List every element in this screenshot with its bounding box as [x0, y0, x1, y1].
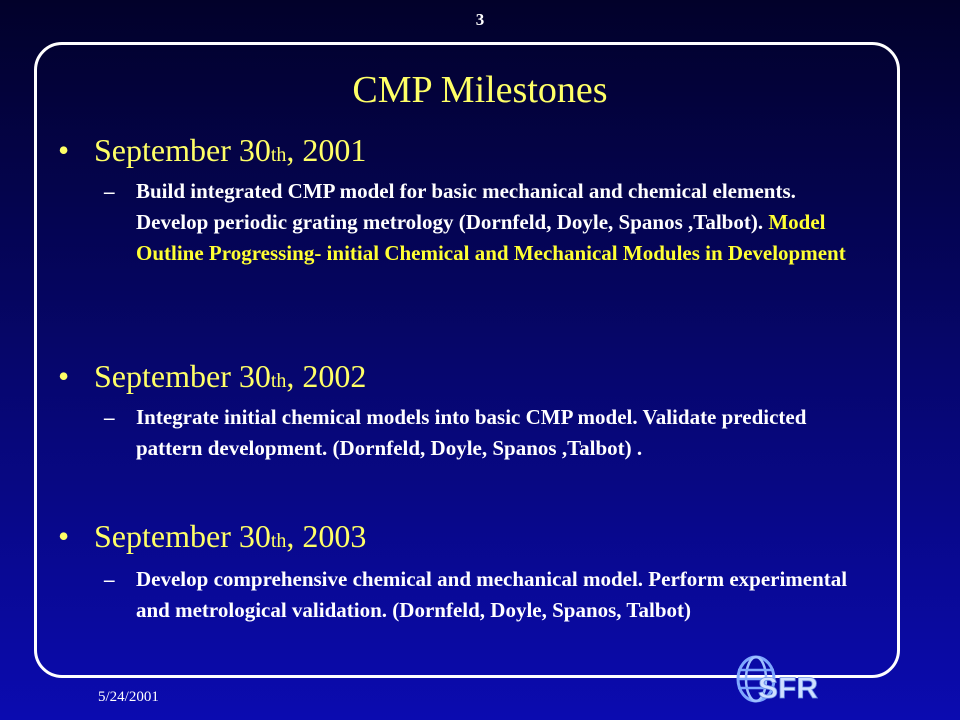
milestone-detail	[104, 402, 864, 464]
bullet-icon: •	[58, 518, 70, 554]
bullet-icon: •	[58, 132, 70, 168]
milestone-heading: • September 30 th , 2003	[58, 518, 367, 554]
dash-icon: –	[104, 179, 115, 203]
slide-title: CMP Milestones	[352, 69, 608, 111]
milestone-year: , 2001	[286, 132, 367, 168]
milestone-text: Develop comprehensive chemical and mechanical model. Perform experimental and metrological validation. (Dornfeld, Doyle, Spanos, Talbot)	[136, 567, 848, 622]
milestone-date: September 30	[94, 518, 271, 554]
milestone-heading: • September 30 th , 2001	[58, 132, 367, 168]
milestone-status-highlight: Model Outline Progressing- initial Chemical and Mechanical Modules in Development	[136, 210, 846, 265]
milestone-text: Build integrated CMP model for basic mechanical and chemical elements. Develop periodic grating metrology (Dornfeld, Doyle, Spanos ,Talbot).	[136, 179, 796, 234]
page-number: 3	[475, 10, 485, 29]
milestone-detail	[104, 176, 864, 269]
milestone-year: , 2003	[286, 518, 367, 554]
dash-icon: –	[104, 405, 115, 429]
footer-date: 5/24/2001	[98, 689, 159, 705]
milestone-date: September 30	[94, 132, 271, 168]
dash-icon: –	[104, 567, 115, 591]
milestone-heading: • September 30 th , 2002	[58, 358, 367, 394]
sfr-logo-icon	[734, 652, 846, 706]
milestone-date: September 30	[94, 358, 271, 394]
bullet-icon: •	[58, 358, 70, 394]
logo-text: SFR	[758, 672, 818, 705]
milestone-text: Integrate initial chemical models into basic CMP model. Validate predicted pattern development. (Dornfeld, Doyle, Spanos ,Talbot) .	[136, 405, 807, 460]
milestone-detail	[104, 564, 864, 626]
milestone-year: , 2002	[286, 358, 367, 394]
